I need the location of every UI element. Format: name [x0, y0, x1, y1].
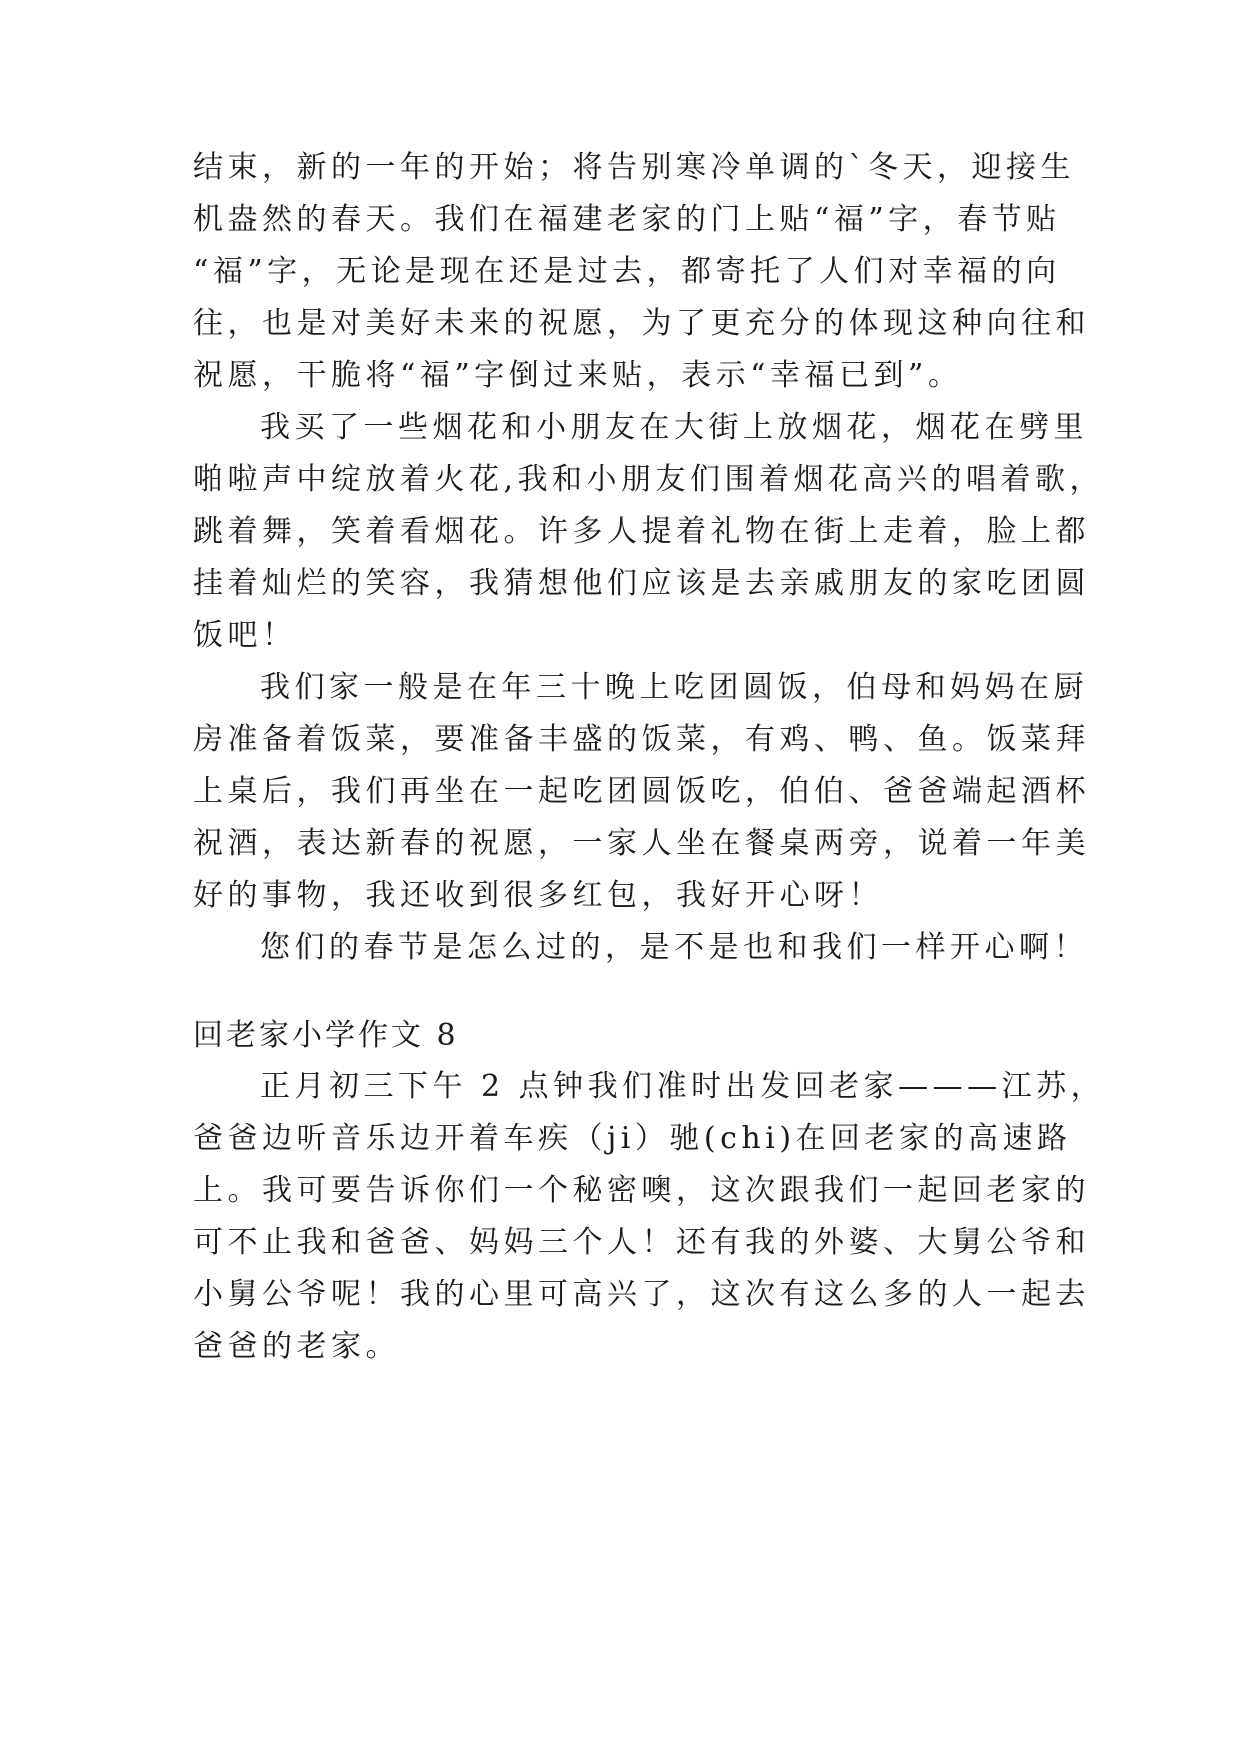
paragraph-2-line-5: 饭吧！: [193, 618, 297, 653]
section-paragraph-line-6: 爸爸的老家。: [193, 1329, 400, 1364]
section-paragraph-line-5: 小舅公爷呢！我的心里可高兴了，这次有这么多的人一起去: [193, 1277, 1090, 1312]
paragraph-1-line-3: “福”字，无论是现在还是过去，都寄托了人们对幸福的向: [193, 254, 1061, 289]
paragraph-3-line-4: 祝酒，表达新春的祝愿，一家人坐在餐桌两旁，说着一年美: [193, 826, 1090, 861]
paragraph-4-line-1: 您们的春节是怎么过的，是不是也和我们一样开心啊！: [260, 930, 1088, 965]
paragraph-3-line-5: 好的事物，我还收到很多红包，我好开心呀！: [193, 878, 883, 913]
paragraph-2-line-4: 挂着灿烂的笑容，我猜想他们应该是去亲戚朋友的家吃团圆: [193, 566, 1090, 601]
paragraph-2-line-3: 跳着舞，笑着看烟花。许多人提着礼物在街上走着，脸上都: [193, 514, 1090, 549]
section-paragraph-line-3: 上。我可要告诉你们一个秘密噢，这次跟我们一起回老家的: [193, 1173, 1090, 1208]
paragraph-1-line-4: 往，也是对美好未来的祝愿，为了更充分的体现这种向往和: [193, 306, 1090, 341]
section-paragraph-line-2: 爸爸边听音乐边开着车疾（ji）驰(chi)在回老家的高速路: [193, 1121, 1072, 1156]
paragraph-1-line-2: 机盎然的春天。我们在福建老家的门上贴“福”字，春节贴: [193, 202, 1061, 237]
paragraph-2-line-1: 我买了一些烟花和小朋友在大街上放烟花，烟花在劈里: [260, 410, 1088, 445]
paragraph-1-line-1: 结束，新的一年的开始；将告别寒冷单调的`冬天，迎接生: [193, 150, 1075, 185]
section-title: 回老家小学作文 8: [193, 1018, 459, 1053]
section-paragraph-line-1: 正月初三下午 2 点钟我们准时出发回老家———江苏，: [260, 1069, 1106, 1104]
paragraph-3-line-2: 房准备着饭菜，要准备丰盛的饭菜，有鸡、鸭、鱼。饭菜拜: [193, 722, 1090, 757]
section-paragraph-line-4: 可不止我和爸爸、妈妈三个人！还有我的外婆、大舅公爷和: [193, 1225, 1090, 1260]
paragraph-3-line-3: 上桌后，我们再坐在一起吃团圆饭吃，伯伯、爸爸端起酒杯: [193, 774, 1090, 809]
paragraph-1-line-5: 祝愿，干脆将“福”字倒过来贴，表示“幸福已到”。: [193, 358, 963, 393]
paragraph-2-line-2: 啪啦声中绽放着火花,我和小朋友们围着烟花高兴的唱着歌，: [193, 462, 1105, 497]
paragraph-3-line-1: 我们家一般是在年三十晚上吃团圆饭，伯母和妈妈在厨: [260, 670, 1088, 705]
